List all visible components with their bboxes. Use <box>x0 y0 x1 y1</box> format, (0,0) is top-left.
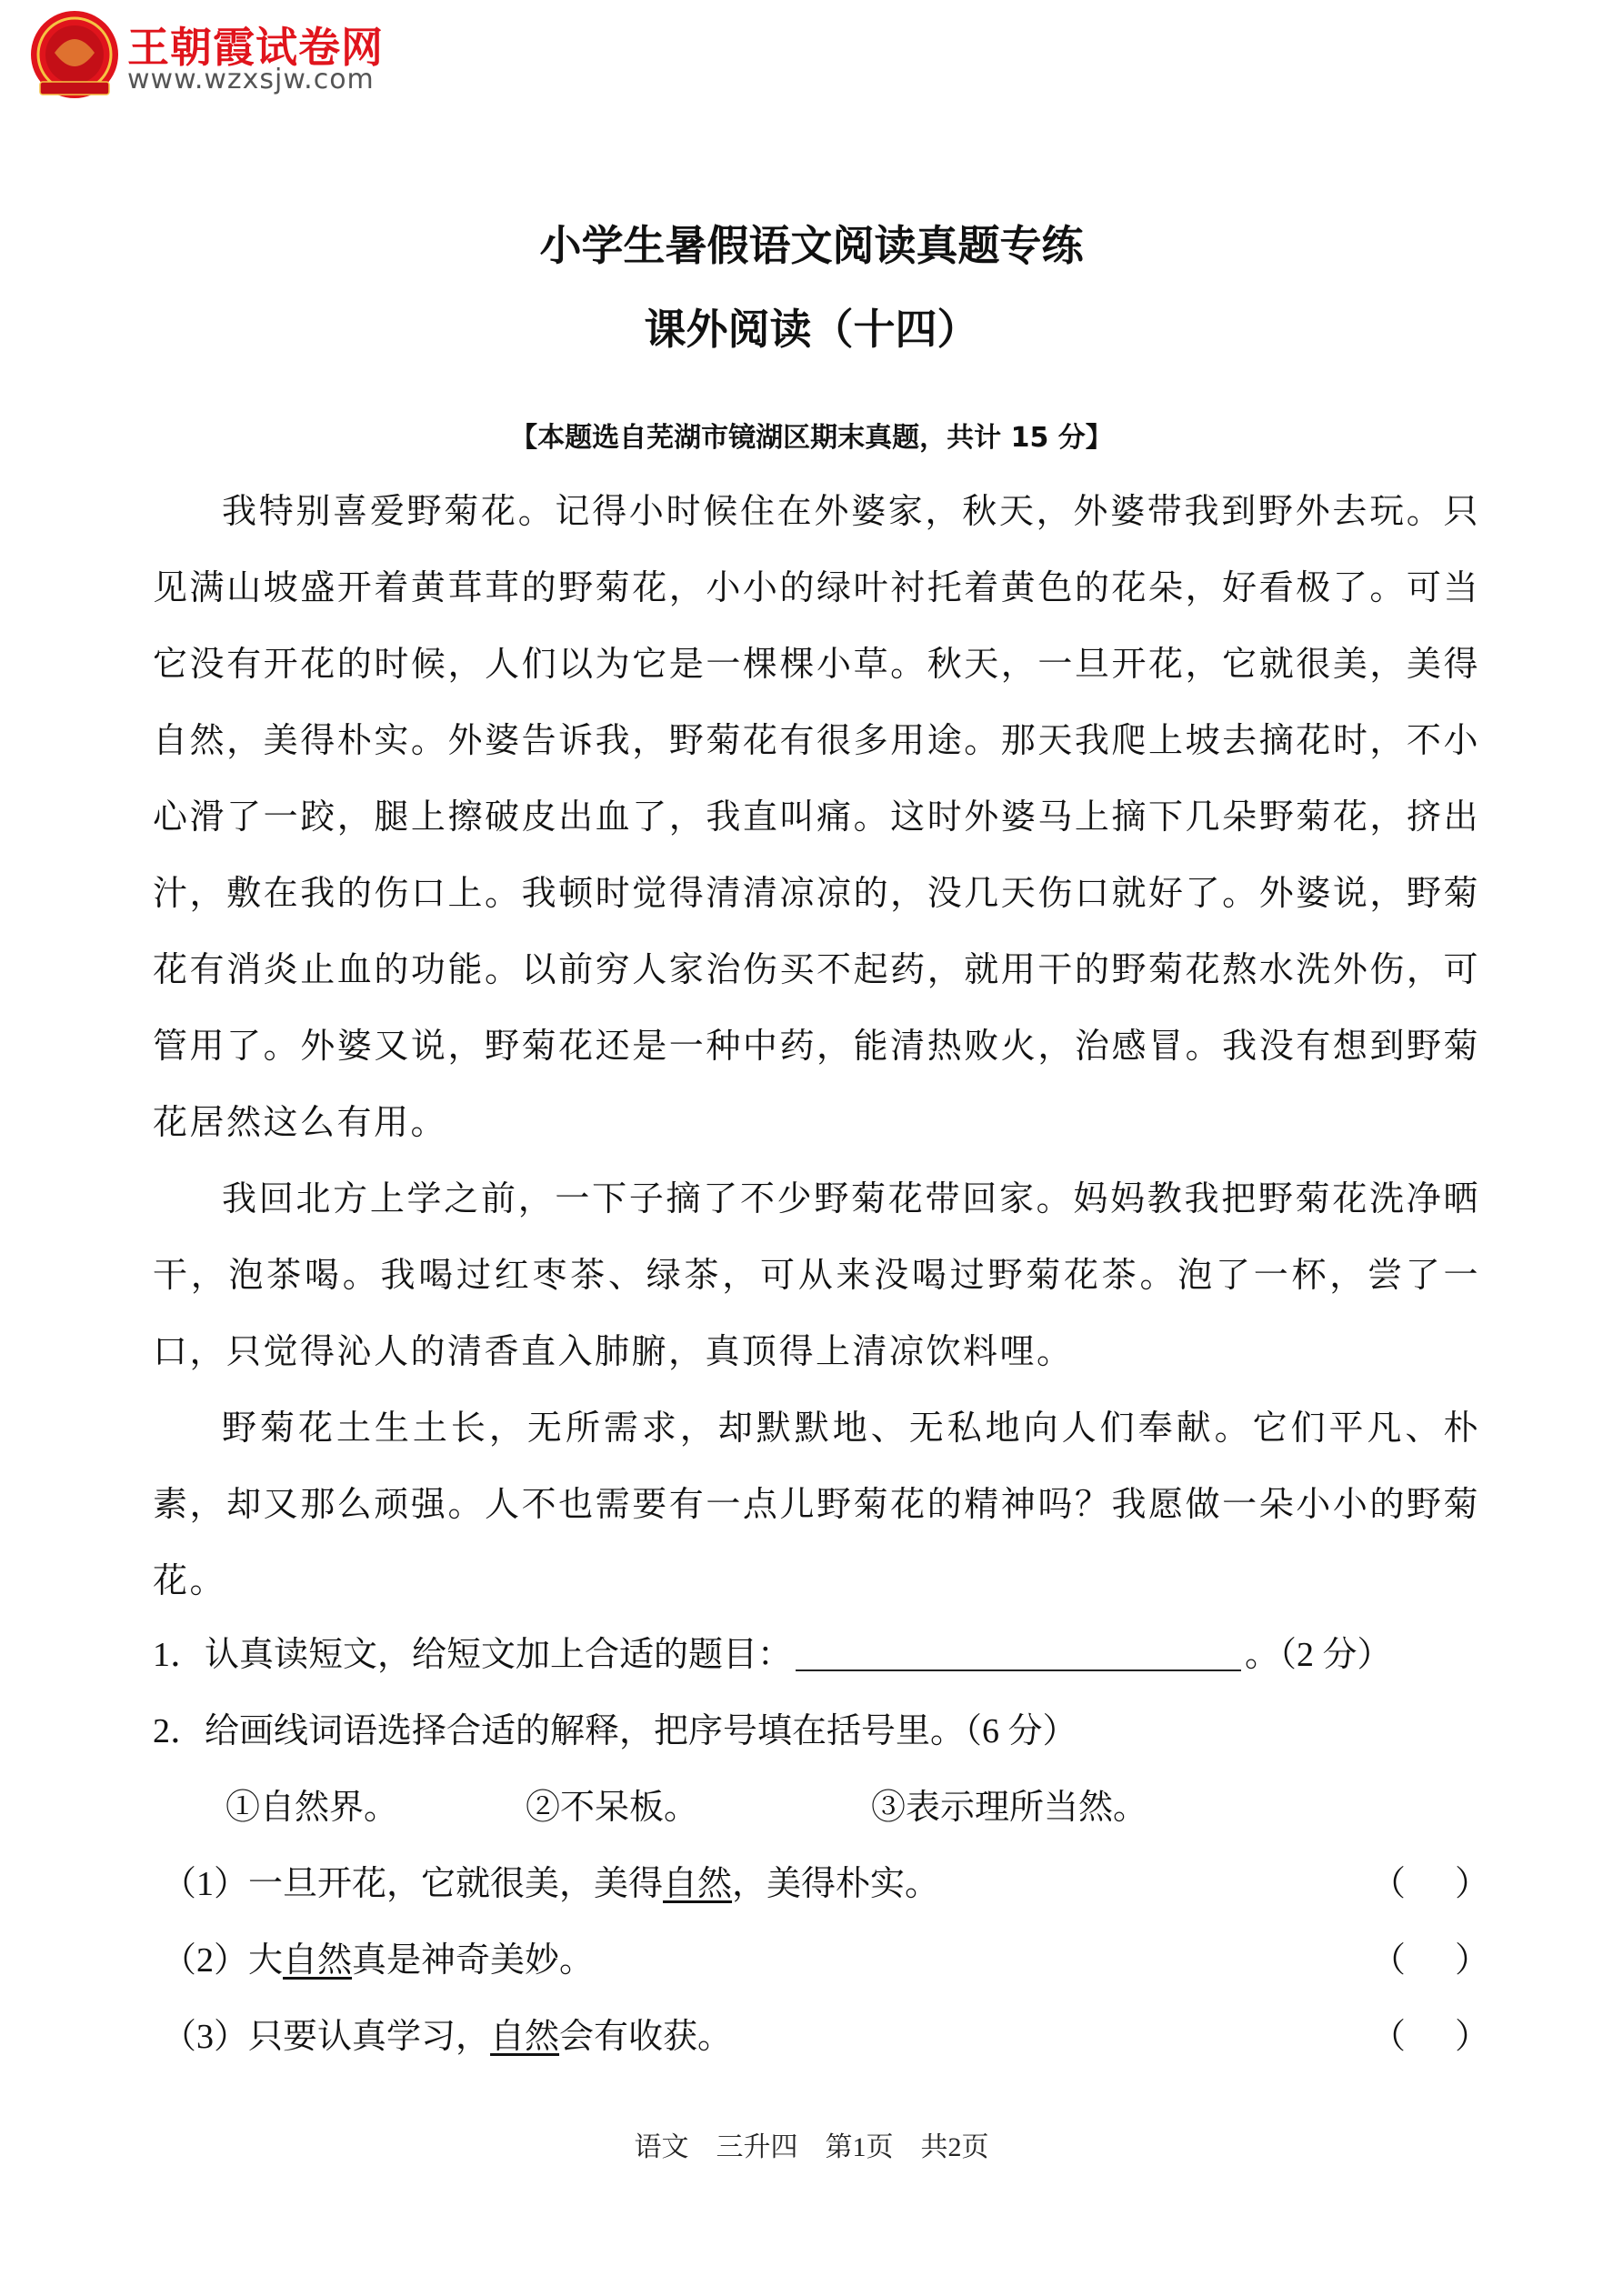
seal-logo-icon <box>27 7 122 102</box>
title-answer-blank[interactable] <box>796 1633 1241 1671</box>
page-subtitle: 课外阅读（十四） <box>644 305 979 354</box>
answer-options <box>153 1770 1489 1846</box>
sub-question-text: 大 <box>248 1941 284 1980</box>
answer-bracket[interactable]: （ ） <box>1371 2018 1489 2056</box>
sub-question-2 <box>153 1922 1489 1999</box>
sub-question-number: （2） <box>162 1941 249 1980</box>
brand-name: 王朝霞试卷网 <box>127 23 384 72</box>
option-3: ③表示理所当然。 <box>871 1789 1148 1827</box>
sub-question-text: ，美得朴实。 <box>732 1865 940 1903</box>
sub-question-number: （1） <box>162 1865 249 1903</box>
sub-question-3 <box>153 1999 1489 2075</box>
page-footer: 语文 三升四 第1页 共2页 <box>634 2132 989 2162</box>
question-1-text: 1．认真读短文，给短文加上合适的题目： <box>153 1636 793 1674</box>
underlined-word: 自然 <box>663 1865 733 1903</box>
brand-url[interactable]: www.wzxsjw.com <box>127 64 375 95</box>
underlined-word: 自然 <box>283 1941 353 1980</box>
option-2: ②不呆板。 <box>526 1789 699 1827</box>
sub-question-text: 只要认真学习， <box>248 2018 491 2056</box>
sub-question-text: 真是神奇美妙。 <box>352 1941 595 1980</box>
question-2: 2．给画线词语选择合适的解释，把序号填在括号里。（6 分） <box>153 1712 1077 1750</box>
sub-question-text: 会有收获。 <box>559 2018 733 2056</box>
passage-paragraph-2: 我回北方上学之前，一下子摘了不少野菊花带回家。妈妈教我把野菊花洗净晒干，泡茶喝。我喝过红枣茶、绿茶，可从来没喝过野菊花茶。泡了一杯，尝了一口，只觉得沁人的清香直入肺腑，真顶得上清凉饮料哩。 <box>153 1178 1480 1371</box>
question-1-suffix: 。（2 分） <box>1245 1636 1392 1674</box>
reading-passage <box>153 473 1480 1619</box>
sub-question-text: 一旦开花，它就很美，美得 <box>248 1865 664 1903</box>
option-1: ①自然界。 <box>225 1789 399 1827</box>
page-title: 小学生暑假语文阅读真题专练 <box>539 221 1084 270</box>
passage-paragraph-1: 我特别喜爱野菊花。记得小时候住在外婆家，秋天，外婆带我到野外去玩。只见满山坡盛开着黄茸茸的野菊花，小小的绿叶衬托着黄色的花朵，好看极了。可当它没有开花的时候，人们以为它是一棵棵小草。秋天，一旦开花，它就很美，美得自然，美得朴实。外婆告诉我，野菊花有很多用途。那天我爬上坡去摘花时，不小心滑了一跤，腿上擦破皮出血了，我直叫痛。这时外婆马上摘下几朵野菊花，挤出汁，敷在我的伤口上。我顿时觉得清清凉凉的，没几天伤口就好了。外婆说，野菊花有消炎止血的功能。以前穷人家治伤买不起药，就用干的野菊花熬水洗外伤，可管用了。外婆又说，野菊花还是一种中药，能清热败火，治感冒。我没有想到野菊花居然这么有用。 <box>153 491 1480 1142</box>
answer-bracket[interactable]: （ ） <box>1371 1865 1489 1903</box>
sub-question-number: （3） <box>162 2018 249 2056</box>
site-logo <box>27 7 409 107</box>
question-section <box>153 1617 1489 2075</box>
sub-question-1 <box>153 1846 1489 1922</box>
source-note: 【本题选自芜湖市镜湖区期末真题，共计 15 分】 <box>510 422 1113 454</box>
question-1 <box>153 1617 1489 1693</box>
underlined-word: 自然 <box>490 2018 560 2056</box>
passage-paragraph-3: 野菊花土生土长，无所需求，却默默地、无私地向人们奉献。它们平凡、朴素，却又那么顽强。人不也需要有一点儿野菊花的精神吗？我愿做一朵小小的野菊花。 <box>153 1408 1480 1600</box>
answer-bracket[interactable]: （ ） <box>1371 1941 1489 1980</box>
